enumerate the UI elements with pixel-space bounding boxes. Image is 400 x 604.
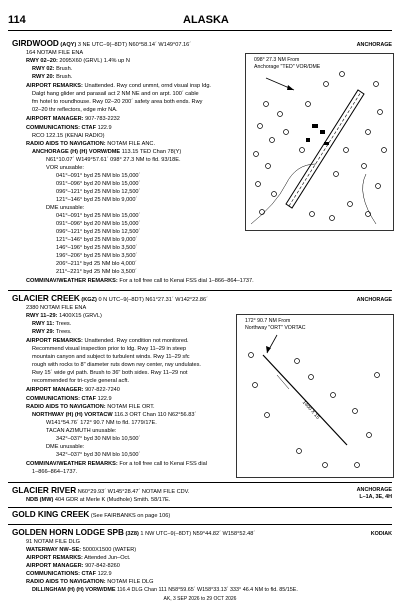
gold-king-entry (12, 511, 170, 520)
glacier-creek-rwy11-info: Trees. (55, 321, 72, 327)
golden-horn-radio: NOTAM FILE DLG (107, 579, 154, 585)
glacier-creek-diagram-text: Northway "ORT" VORTAC (245, 325, 306, 331)
girdwood-ident: (AQY) (60, 42, 77, 48)
glacier-creek-comm: 122.9 (97, 396, 112, 402)
girdwood-radio: NOTAM FILE ANC. (107, 141, 155, 147)
section-divider (8, 290, 392, 291)
girdwood-dme-item: 196°–206° byd 25 NM blo 3,500´ (56, 253, 138, 259)
glacier-creek-rwy11-label: RWY 11: (32, 321, 55, 327)
girdwood-rco: RCO 122.15 (KENAI RADIO) (32, 133, 105, 139)
girdwood-dme-item: 206°–211° byd 25 NM blo 4,000´ (56, 261, 137, 267)
glacier-creek-rwy29-label: RWY 29: (32, 329, 55, 335)
girdwood-diagram-text: 098° 27.3 NM From (254, 57, 300, 63)
glacier-creek-manager: 907-822-7240 (85, 387, 120, 393)
section-divider (8, 482, 392, 483)
glacier-river-region: ANCHORAGE (356, 487, 392, 493)
glacier-creek-remarks-line: Recommend visual inspection prior to ldg. Rwy 11–29 in steep (32, 346, 187, 352)
golden-horn-comm: 122.9 (97, 571, 112, 577)
golden-horn-vor-info: 116.4 DLG Chan 111 N58°59.65´ W158°33.13´ 333° 46.4 NM to fld. 85/15E. (116, 587, 298, 593)
glacier-creek-vor-label: NORTHWAY (H) (H) VORTACW (32, 412, 113, 418)
glacier-creek-commnav-label: COMM/NAV/WEATHER REMARKS: (26, 461, 118, 467)
glacier-creek-remarks-line: Rwy 15´ wide gvl path. Brush to 36" both sides. Rwy 11–29 not (32, 370, 188, 376)
girdwood-dme-item: 146°–196° byd 25 NM blo 3,500´ (56, 245, 138, 251)
glacier-creek-manager-label: AIRPORT MANAGER: (26, 387, 84, 393)
girdwood-commnav: For a toll free call to Kenai FSS dial 1–866–864–1737. (119, 278, 254, 284)
girdwood-vor-unusable: VOR unusable: (46, 165, 84, 171)
glacier-river-title: GLACIER RIVER (12, 486, 77, 495)
girdwood-rwy02-label: RWY 02: (32, 66, 55, 72)
girdwood-dme-item: 091°–096° byd 20 NM blo 15,000´ (56, 221, 141, 227)
golden-horn-ident: (3Z8) (125, 531, 139, 537)
girdwood-vor-item: 121°–146° byd 25 NM blo 9,000´ (56, 197, 138, 203)
golden-horn-radio-label: RADIO AIDS TO NAVIGATION: (26, 579, 106, 585)
golden-horn-line2: 91 NOTAM FILE DLG (26, 539, 80, 545)
glacier-creek-radio-label: RADIO AIDS TO NAVIGATION: (26, 404, 106, 410)
girdwood-region: ANCHORAGE (356, 42, 392, 48)
glacier-creek-remarks-line: recommended for tri-cycle general acft. (32, 378, 129, 384)
girdwood-manager-label: AIRPORT MANAGER: (26, 116, 84, 122)
tree-icons (254, 72, 387, 221)
glacier-creek-ident: (KGZ) (81, 297, 97, 303)
glacier-river-ndb: 404 GDR at Merle K (Mudhole) Smith. 58/17E. (54, 497, 171, 503)
girdwood-vor-pos: N61°10.07´ W149°57.61´ 098° 27.3 NM to fld. 93/18E. (46, 157, 181, 163)
girdwood-diagram-svg (246, 54, 393, 230)
golden-horn-title: GOLDEN HORN LODGE SPB (12, 528, 124, 537)
glacier-creek-rwy-label: 1400 X 15 (300, 399, 321, 421)
golden-horn-waterway-info: 5000X1500 (WATER) (82, 547, 137, 553)
girdwood-radio-label: RADIO AIDS TO NAVIGATION: (26, 141, 106, 147)
glacier-creek-remarks-line: mountain canyon and subject to turbulent winds. Rwy 11–29 sfc (32, 354, 190, 360)
girdwood-remarks-line: Unattended. Rwy cond unmnt, ornd visual insp Idg. (84, 83, 211, 89)
glacier-creek-tacan-item: 342°–037° byd 30 NM blo 10,500´ (56, 436, 141, 442)
section-divider (8, 507, 392, 508)
golden-horn-info: 1 NW UTC–9(–8DT) N59°44.82´ W158°52.48´ (140, 531, 256, 537)
glacier-creek-rwy-info: 1400X15 (GRVL) (59, 313, 102, 319)
girdwood-comm: 122.9 (97, 125, 112, 131)
golden-horn-vor-label: DILLINGHAM (H) (H) VORW/DME (32, 587, 116, 593)
girdwood-diagram-text: Anchorage "TED" VOR/DME (254, 64, 321, 70)
state-title: ALASKA (183, 14, 229, 26)
girdwood-manager: 907-783-2232 (85, 116, 120, 122)
glacier-creek-remarks-line: rough with rocks to 8" diameter ruts down rwy center, rwy undulates. (32, 362, 201, 368)
glacier-river-info: N60°29.93´ W145°28.47´ NOTAM FILE CDV. (77, 489, 190, 495)
girdwood-dme-unusable: DME unusable: (46, 205, 85, 211)
page-number: 114 (8, 14, 26, 26)
glacier-creek-tacan: TACAN AZIMUTH unusable: (46, 428, 117, 434)
golden-horn-remarks: Attended Jun–Oct. (84, 555, 131, 561)
glacier-creek-region: ANCHORAGE (356, 297, 392, 303)
girdwood-rwy02-info: Brush. (56, 66, 73, 72)
glacier-creek-radio: NOTAM FILE ORT. (107, 404, 155, 410)
glacier-creek-comm-label: COMMUNICATIONS: CTAF (26, 396, 97, 402)
glacier-creek-diagram-text: 172° 90.7 NM From (245, 318, 291, 324)
girdwood-dme-item: 096°–121° byd 25 NM blo 12,500´ (56, 229, 141, 235)
golden-horn-comm-label: COMMUNICATIONS: CTAF (26, 571, 97, 577)
glacier-creek-vor-pos: W141°54.76´ 172° 90.7 NM to fld. 1779/17E. (46, 420, 157, 426)
glacier-river-charts: L–1A, 3E, 4H (359, 494, 392, 500)
glacier-creek-commnav: For a toll free call to Kenai FSS dial (119, 461, 208, 467)
girdwood-vor-item: 096°–121° byd 25 NM blo 12,500´ (56, 189, 141, 195)
gold-king-title: GOLD KING CREEK (12, 510, 90, 519)
arrow-icon (266, 335, 277, 353)
golden-horn-remarks-label: AIRPORT REMARKS: (26, 555, 83, 561)
girdwood-rwy20-label: RWY 20: (32, 74, 55, 80)
glacier-creek-rwy29-info: Trees. (55, 329, 72, 335)
gold-king-info: (See FAIRBANKS on page 106) (90, 513, 171, 519)
glacier-creek-commnav2: 1–866–864–1737. (32, 469, 78, 475)
girdwood-dme-item: 211°–221° byd 25 NM blo 3,500´ (56, 269, 137, 275)
girdwood-info: 3 NE UTC–9(–8DT) N60°58.14´ W149°07.16´ (77, 42, 192, 48)
glacier-creek-diagram-svg (237, 315, 393, 477)
girdwood-remarks-line: fm hotel to roundhouse. Rwy 02–20 200´ safety area both ends. Rwy (32, 99, 203, 105)
girdwood-dme-item: 041°–091° byd 25 NM blo 15,000´ (56, 213, 141, 219)
header-rule (8, 30, 392, 31)
glacier-creek-remarks-line: Unattended. Rwy condition not monitored. (84, 338, 189, 344)
girdwood-line2: 164 NOTAM FILE ENA (26, 50, 84, 56)
golden-horn-region: KODIAK (370, 531, 392, 537)
girdwood-vor-info: 113.15 TED Chan 78(Y) (121, 149, 182, 155)
glacier-creek-line2: 2380 NOTAM FILE ENA (26, 305, 87, 311)
girdwood-airport-diagram (245, 53, 394, 231)
girdwood-rwy20-info: Brush. (56, 74, 73, 80)
glacier-creek-vor-info: 116.3 ORT Chan 110 N62°56.83´ (114, 412, 197, 418)
golden-horn-manager-label: AIRPORT MANAGER: (26, 563, 84, 569)
glacier-creek-airport-diagram (236, 314, 394, 478)
glacier-creek-remarks-label: AIRPORT REMARKS: (26, 338, 83, 344)
girdwood-comm-label: COMMUNICATIONS: CTAF (26, 125, 97, 131)
girdwood-remarks-label: AIRPORT REMARKS: (26, 83, 83, 89)
girdwood-vor-item: 041°–091° byd 25 NM blo 15,000´ (56, 173, 141, 179)
glacier-creek-tacan-item: 342°–037° byd 30 NM blo 10,500´ (56, 452, 141, 458)
girdwood-runway (286, 90, 364, 208)
golden-horn-manager: 907-842-8260 (85, 563, 120, 569)
glacier-river-ndb-label: NDB (MW) (26, 497, 54, 503)
girdwood-title: GIRDWOOD (12, 39, 59, 48)
arrow-icon (266, 78, 294, 90)
glacier-creek-title: GLACIER CREEK (12, 294, 80, 303)
glacier-creek-tacan-item: DME unusable: (46, 444, 85, 450)
girdwood-dme-item: 121°–146° byd 25 NM blo 9,000´ (56, 237, 138, 243)
page-footer: AK, 3 SEP 2026 to 29 OCT 2026 (163, 596, 237, 602)
golden-horn-waterway-label: WATERWAY NW–SE: (26, 547, 82, 553)
girdwood-vor-item: 091°–096° byd 20 NM blo 15,000´ (56, 181, 141, 187)
section-divider (8, 524, 392, 525)
girdwood-remarks-line: 02–20 thr reflectors, edge mkr NA. (32, 107, 118, 113)
girdwood-commnav-label: COMM/NAV/WEATHER REMARKS: (26, 278, 118, 284)
girdwood-rwy-label: RWY 02–20: (26, 58, 58, 64)
glacier-creek-rwy-label: RWY 11–29: (26, 313, 58, 319)
girdwood-rwy-info: 2095X60 (GRVL) 1.4% up N (59, 58, 130, 64)
girdwood-remarks-line: Dalgt hang glider and parasail act 2 NM NE and on arpt. 100´ cable (32, 91, 199, 97)
glacier-creek-info: 0 N UTC–9(–8DT) N61°27.31´ W142°22.86´ (98, 297, 209, 303)
girdwood-vor-label: ANCHORAGE (H) (H) VORW/DME (32, 149, 121, 155)
